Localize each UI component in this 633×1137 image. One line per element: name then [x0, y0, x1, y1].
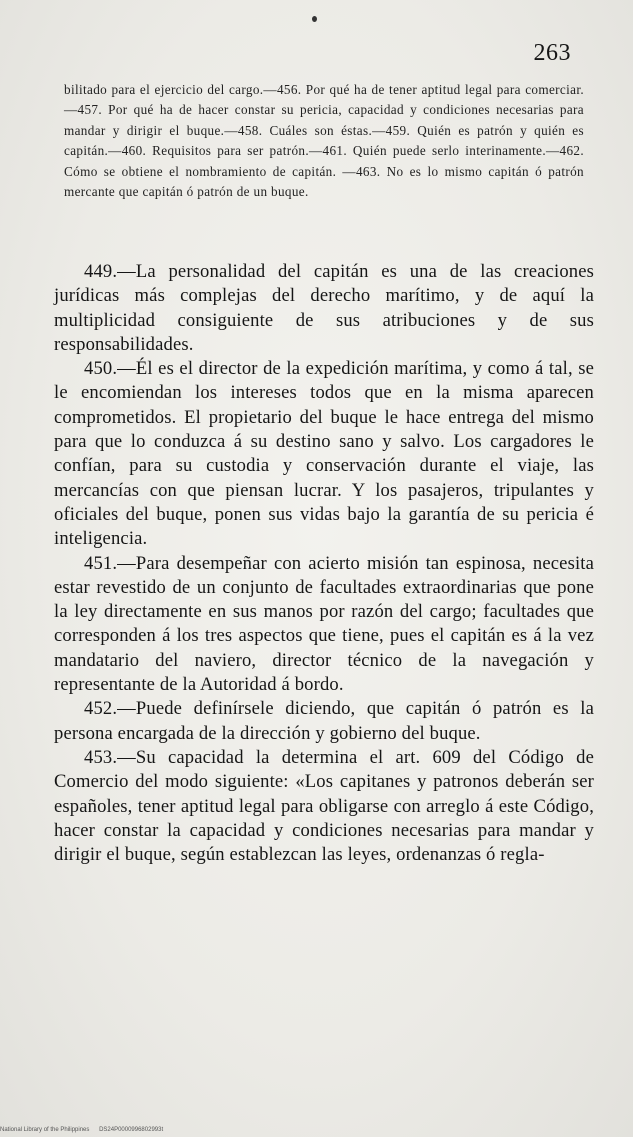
library-credit: National Library of the Philippines	[0, 1127, 90, 1133]
paragraph-452: 452.—Puede definírsele diciendo, que capitán ó patrón es la persona encargada de la dirección y gobierno del buque.	[54, 698, 594, 744]
body-text	[54, 260, 594, 867]
ink-dot	[312, 16, 317, 22]
scan-identifier: DS24P0000996802993t	[99, 1127, 164, 1133]
paragraph-450: 450.—Él es el director de la expedición marítima, y como á tal, se le encomiendan los intereses todos que en la misma aparecen comprometidos. El propietario del buque le hace entrega del mismo para que lo conduzca á su destino sano y salvo. Los cargadores le confían, para su custodia y conservación durante el viaje, las mercancías con que piensan lucrar. Y los pasajeros, tripulantes y oficiales del buque, ponen sus vidas bajo la garantía de su pericia é inteligencia.	[54, 358, 594, 550]
page-number: 263	[533, 40, 571, 66]
paragraph-451: 451.—Para desempeñar con acierto misión tan espinosa, necesita estar revestido de un conjunto de facultades extraordinarias que pone la ley directamente en sus manos por razón del cargo; facultades que corresponden á los tres aspectos que tiene, pues el capitán es á la vez mandatario del naviero, director técnico de la navegación y representante de la Autoridad á bordo.	[54, 552, 594, 696]
paragraph-449: 449.—La personalidad del capitán es una de las creaciones jurídicas más complejas del derecho marítimo, y de aquí la multiplicidad consiguiente de sus atribuciones y de sus responsabilidades.	[54, 261, 594, 355]
paragraph-453: 453.—Su capacidad la determina el art. 609 del Código de Comercio del modo siguiente: «Los capitanes y patronos deberán ser españoles, tener aptitud legal para obligarse con arreglo á este Código, hacer constar la capacidad y condiciones necesarias para mandar y dirigir el buque, según establezcan las leyes, ordenanzas ó regla-	[54, 746, 594, 866]
scan-footer	[0, 1127, 171, 1133]
chapter-summary: bilitado para el ejercicio del cargo.—456. Por qué ha de tener aptitud legal para comerciar.—457. Por qué ha de hacer constar su pericia, capacidad y condiciones necesarias para mandar y dirigir el buque.—458. Cuáles son éstas.—459. Quién es patrón y quién es capitán.—460. Requisitos para ser patrón.—461. Quién puede serlo interinamente.—462. Cómo se obtiene el nombramiento de capitán. —463. No es lo mismo capitán ó patrón mercante que capitán ó patrón de un buque.	[64, 82, 584, 200]
